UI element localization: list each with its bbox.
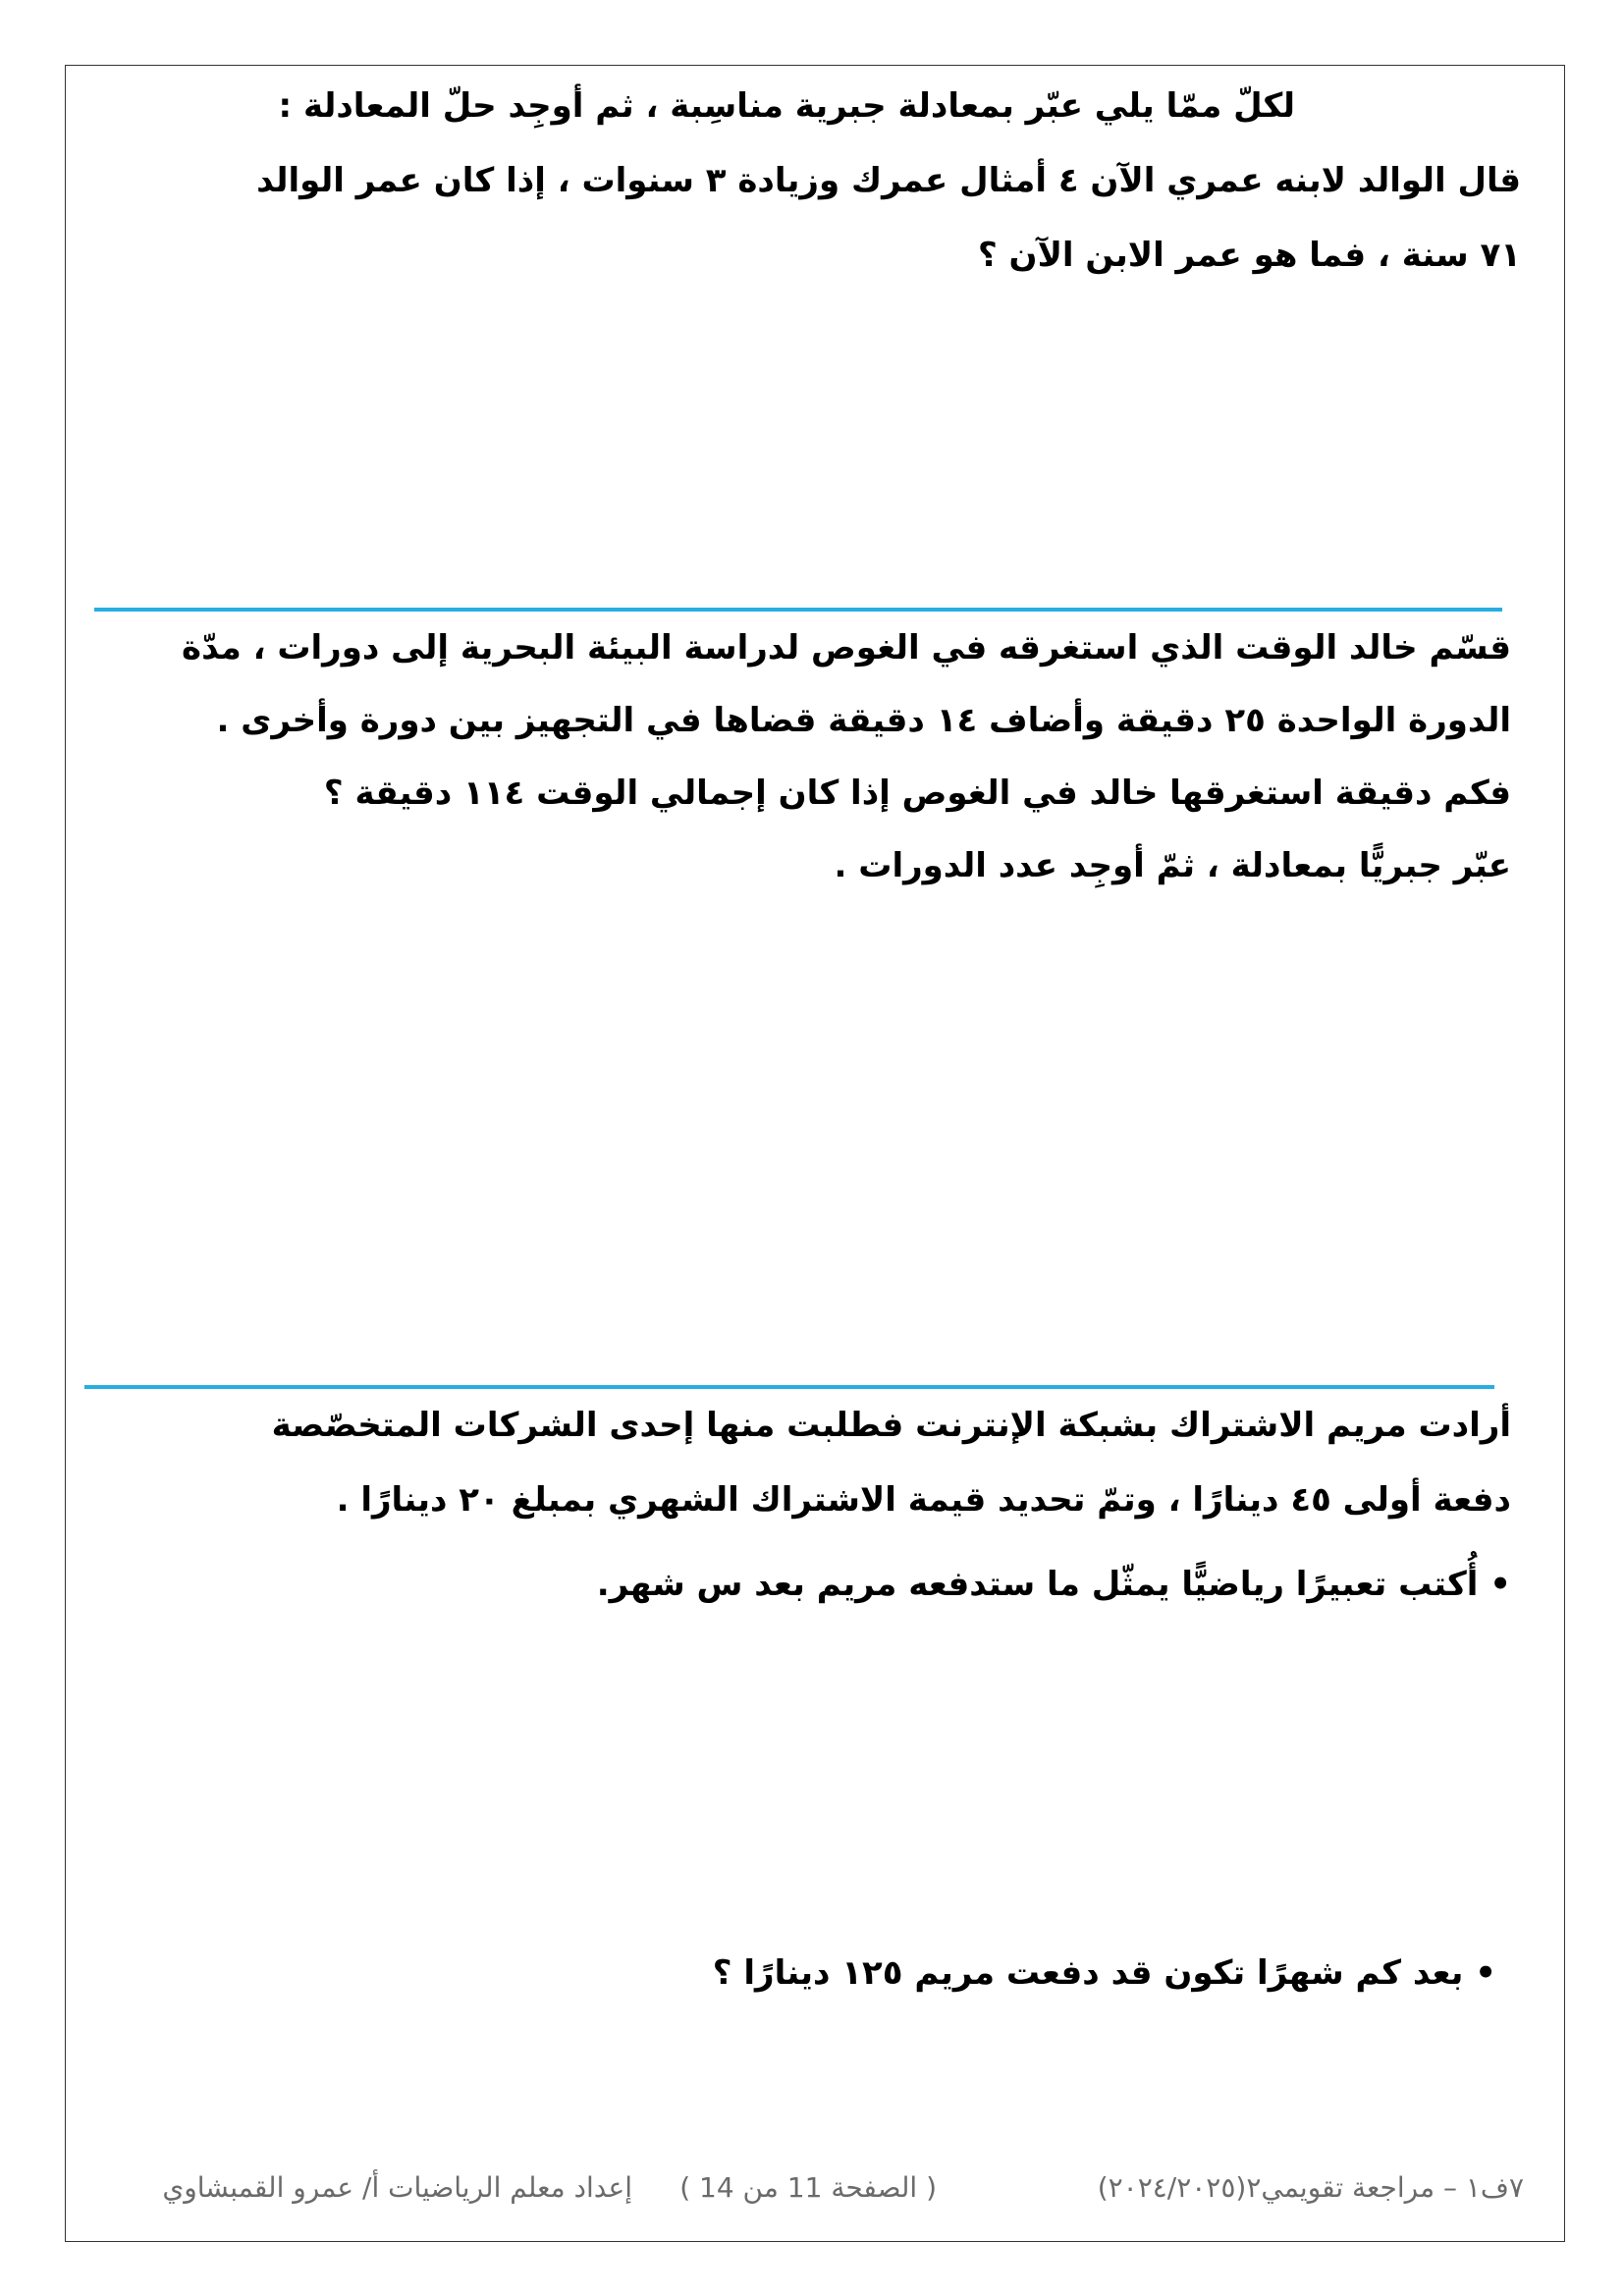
section-separator-1 [94, 608, 1502, 612]
section3-line2: دفعة أولى ٤٥ دينارًا ، وتمّ تحديد قيمة الاشتراك الشهري بمبلغ ٢٠ دينارًا . [336, 1480, 1511, 1520]
footer-course: ٧ف١ – مراجعة تقويمي٢(٢٠٢٤/٢٠٢٥) [1097, 2171, 1524, 2204]
footer-author: إعداد معلم الرياضيات أ/ عمرو القمبشاوي [162, 2171, 632, 2204]
section2-line3: فكم دقيقة استغرقها خالد في الغوص إذا كان إجمالي الوقت ١١٤ دقيقة ؟ [323, 774, 1511, 813]
section1-heading: لكلّ ممّا يلي عبّر بمعادلة جبرية مناسِبة ، ثم أوجِد حلّ المعادلة : [278, 86, 1295, 126]
section3-line1: أرادت مريم الاشتراك بشبكة الإنترنت فطلبت منها إحدى الشركات المتخصّصة [271, 1406, 1511, 1445]
section1-line1: قال الوالد لابنه عمري الآن ٤ أمثال عمرك وزيادة ٣ سنوات ، إذا كان عمر الوالد [256, 161, 1521, 200]
section-separator-2 [84, 1385, 1494, 1389]
section2-line4: عبّر جبريًّا بمعادلة ، ثمّ أوجِد عدد الدورات . [834, 846, 1511, 885]
section1-line2: ٧١ سنة ، فما هو عمر الابن الآن ؟ [978, 236, 1521, 275]
section2-line2: الدورة الواحدة ٢٥ دقيقة وأضاف ١٤ دقيقة قضاها في التجهيز بين دورة وأخرى . [216, 701, 1511, 740]
footer-page-number: ( الصفحة 11 من 14 ) [679, 2171, 937, 2204]
page-frame [65, 65, 1565, 2242]
section3-bullet1: • أُكتب تعبيرًا رياضيًّا يمثّل ما ستدفعه مريم بعد س شهر. [596, 1565, 1511, 1604]
section3-bullet2: • بعد كم شهرًا تكون قد دفعت مريم ١٢٥ دينارًا ؟ [712, 1953, 1496, 1993]
section2-line1: قسّم خالد الوقت الذي استغرقه في الغوص لدراسة البيئة البحرية إلى دورات ، مدّة [182, 628, 1511, 667]
